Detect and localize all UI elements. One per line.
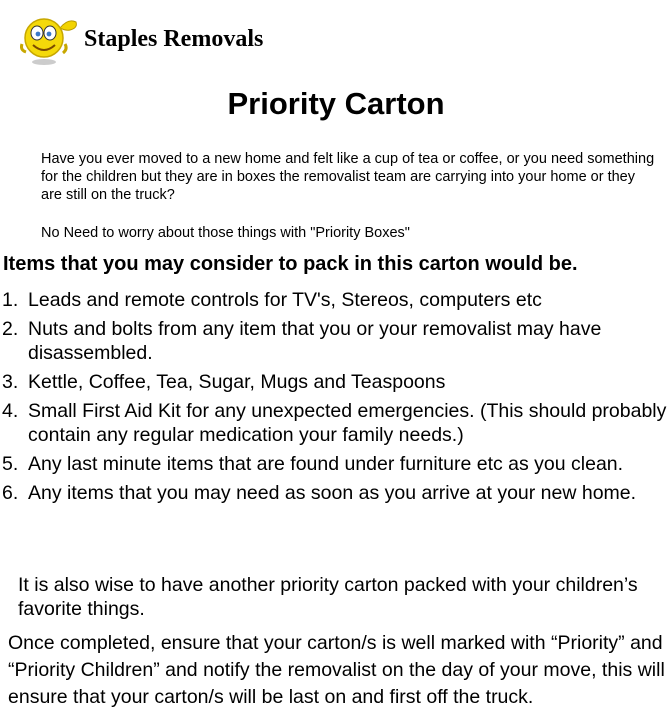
logo	[20, 14, 263, 66]
list-item	[0, 317, 672, 365]
marking-paragraph: Once completed, ensure that your carton/s is well marked with “Priority” and “Priority Children” and notify the removalist on the day of your move, this will ensure that your carton/s will be last on and first off the truck.	[8, 632, 665, 708]
list-item	[0, 452, 672, 476]
intro-paragraph: Have you ever moved to a new home and felt like a cup of tea or coffee, or you need something for the children but they are in boxes the removalist team are carrying into your home or they are still on the truck?	[41, 151, 655, 203]
list-item	[0, 288, 672, 312]
list-item	[0, 399, 672, 447]
list-item-text: Any items that you may need as soon as you arrive at your new home.	[28, 482, 637, 504]
list-item-number: 5.	[2, 453, 19, 475]
list-item-text: Leads and remote controls for TV's, Stereos, computers etc	[28, 289, 542, 311]
list-item-number: 4.	[2, 400, 19, 422]
items-list	[0, 288, 672, 510]
list-item-number: 3.	[2, 371, 19, 393]
items-heading: Items that you may consider to pack in this carton would be.	[3, 253, 578, 275]
children-carton-paragraph: It is also wise to have another priority carton packed with your children’s favorite things.	[18, 574, 638, 620]
smiley-mascot-icon	[20, 14, 82, 66]
list-item-text: Nuts and bolts from any item that you or your removalist may have disassembled.	[28, 318, 602, 364]
page-title: Priority Carton	[227, 86, 445, 121]
list-item	[0, 481, 672, 505]
list-item	[0, 370, 672, 394]
list-item-number: 2.	[2, 318, 19, 340]
list-item-text: Kettle, Coffee, Tea, Sugar, Mugs and Teaspoons	[28, 371, 446, 393]
list-item-text: Any last minute items that are found under furniture etc as you clean.	[28, 453, 624, 475]
priority-note: No Need to worry about those things with "Priority Boxes"	[41, 225, 410, 241]
list-item-number: 6.	[2, 482, 19, 504]
list-item-text: Small First Aid Kit for any unexpected emergencies. (This should probably contain any regular medication your family needs.)	[28, 400, 667, 446]
list-item-number: 1.	[2, 289, 19, 311]
brand-name: Staples Removals	[84, 25, 264, 52]
